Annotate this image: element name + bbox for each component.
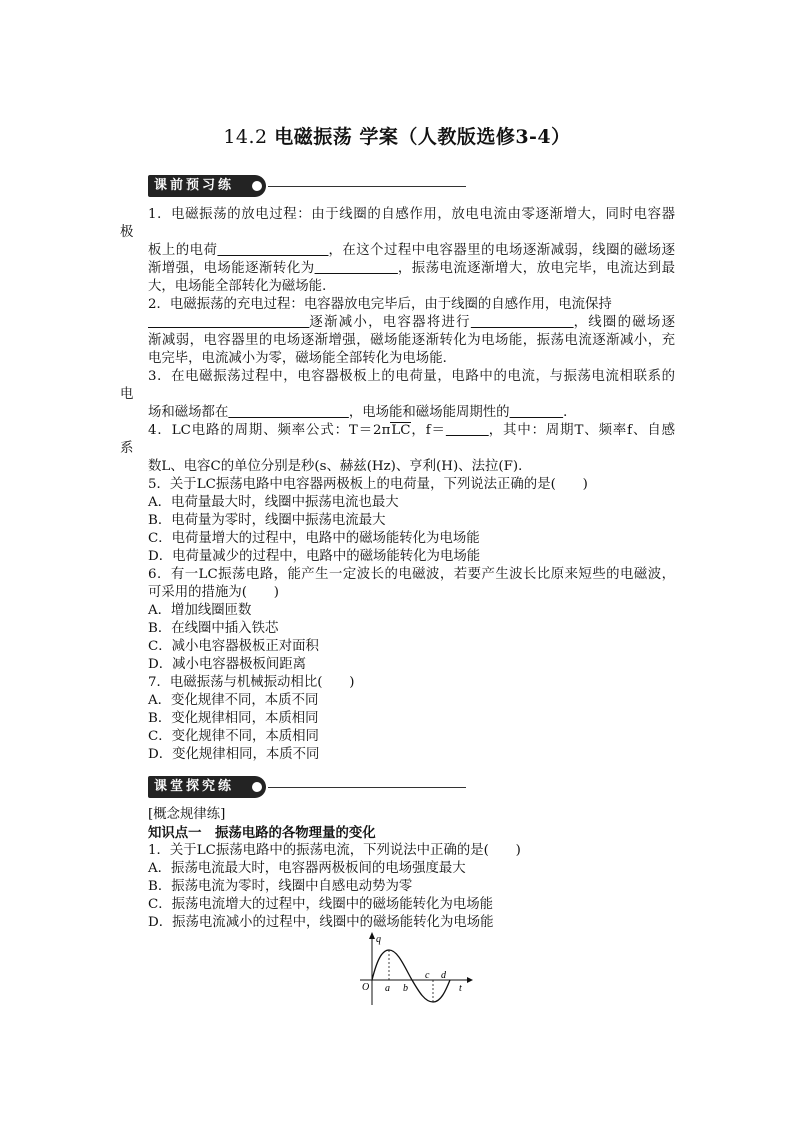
knowledge-point-heading: 知识点一 振荡电路的各物理量的变化 — [148, 825, 376, 841]
p3-line1: 3．在电磁振荡过程中，电容器极板上的电荷量，电路中的电流，与振荡电流相联系的 — [148, 369, 675, 384]
q6-option-d: D．减小电容器极板间距离 — [148, 657, 307, 672]
q6-stem-line2: 可采用的措施为( ) — [148, 585, 279, 600]
q5-option-b: B．电荷量为零时，线圈中振荡电流最大 — [148, 513, 386, 528]
y-axis-label: q — [376, 934, 381, 945]
p1-line2: 板上的电荷 ，在这个过程中电容器里的电场逐渐减弱，线圈的磁场逐 — [148, 243, 676, 258]
banner-rule — [268, 186, 466, 187]
banner-dot-icon — [252, 181, 262, 191]
p4-line1: 4．LC电路的周期、频率公式：T＝2πLC，f＝ ，其中：周期T、频率f、自感 — [148, 423, 675, 438]
part2-heading: [概念规律练] — [148, 807, 226, 822]
point-label-a: a — [385, 983, 390, 994]
p2q1-option-c: C．振荡电流增大的过程中，线圈中的磁场能转化为电场能 — [148, 897, 494, 912]
point-label-b: b — [403, 983, 408, 994]
x-axis-arrow-icon — [467, 977, 473, 983]
q7-stem: 7．电磁振荡与机械振动相比( ) — [148, 675, 355, 690]
p2q1-stem: 1．关于LC振荡电路中的振荡电流，下列说法中正确的是( ) — [148, 843, 521, 858]
p1-orphan: 极 — [120, 225, 134, 240]
p1-line1: 1．电磁振荡的放电过程：由于线圈的自感作用，放电电流由零逐渐增大，同时电容器 — [148, 207, 675, 222]
p2q1-option-a: A．振荡电流最大时，电容器两极板间的电场强度最大 — [148, 861, 466, 876]
sine-curve — [372, 950, 450, 1002]
p2-line4: 电完毕，电流减小为零，磁场能全部转化为电场能． — [148, 351, 456, 366]
p2-line3: 渐减弱，电容器里的电场逐渐增强，磁场能逐渐转化为电场能，振荡电流逐渐减小，充 — [148, 333, 675, 348]
charge-time-graph — [355, 930, 475, 1008]
section-label: 课前预习练 — [148, 175, 266, 197]
q7-option-d: D．变化规律相同，本质不同 — [148, 747, 320, 762]
q5-option-c: C．电荷量增大的过程中，电路中的磁场能转化为电场能 — [148, 531, 480, 546]
p3-orphan: 电 — [120, 387, 134, 402]
origin-label: O — [362, 982, 370, 993]
p1-line3: 渐增强，电场能逐渐转化为 ，振荡电流逐渐增大，放电完毕，电流达到最 — [148, 261, 676, 276]
section-banner-classroom — [148, 776, 466, 798]
point-label-c: c — [425, 970, 430, 981]
section-banner-preview — [148, 175, 466, 197]
p3-line2: 场和磁场都在 ，电场能和磁场能周期性的 ． — [148, 405, 577, 420]
p2-line1: 2．电磁振荡的充电过程：电容器放电完毕后，由于线圈的自感作用，电流保持 — [148, 297, 612, 312]
q6-stem-line1: 6．有一LC振荡电路，能产生一定波长的电磁波，若要产生波长比原来短些的电磁波， — [148, 567, 675, 582]
p2q1-option-d: D．振荡电流减小的过程中，线圈中的磁场能转化为电场能 — [148, 915, 494, 930]
q7-option-a: A．变化规律不同，本质不同 — [148, 693, 319, 708]
title-number: 14.2 — [223, 126, 268, 148]
q6-option-a: A．增加线圈匝数 — [148, 603, 252, 618]
q7-option-c: C．变化规律不同，本质相同 — [148, 729, 319, 744]
p1-line4: 大，电场能全部转化为磁场能． — [148, 279, 336, 294]
sqrt-lc: LC — [391, 423, 411, 438]
title-text: 电磁振荡 学案（人教版选修3-4） — [274, 126, 571, 148]
y-axis-arrow-icon — [369, 932, 375, 939]
banner-rule — [268, 787, 466, 788]
q7-option-b: B．变化规律相同，本质相同 — [148, 711, 319, 726]
p4-orphan: 系 — [120, 441, 134, 456]
document-title — [0, 122, 794, 149]
point-label-d: d — [441, 970, 446, 981]
q5-stem: 5．关于LC振荡电路中电容器两极板上的电荷量，下列说法正确的是( ) — [148, 477, 588, 492]
x-axis-label: t — [459, 983, 462, 994]
q5-option-a: A．电荷量最大时，线圈中振荡电流也最大 — [148, 495, 399, 510]
q6-option-b: B．在线圈中插入铁芯 — [148, 621, 279, 636]
section-label: 课堂探究练 — [148, 776, 266, 798]
q6-option-c: C．减小电容器极板正对面积 — [148, 639, 319, 654]
q5-option-d: D．电荷量减少的过程中，电路中的磁场能转化为电场能 — [148, 549, 481, 564]
p2q1-option-b: B．振荡电流为零时，线圈中自感电动势为零 — [148, 879, 413, 894]
banner-dot-icon — [252, 782, 262, 792]
p2-line2: 逐渐减小，电容器将进行 ，线圈的磁场逐 — [309, 315, 676, 330]
p4-line2: 数L、电容C的单位分别是秒(s、赫兹(Hz)、亨利(H)、法拉(F)． — [148, 459, 532, 474]
